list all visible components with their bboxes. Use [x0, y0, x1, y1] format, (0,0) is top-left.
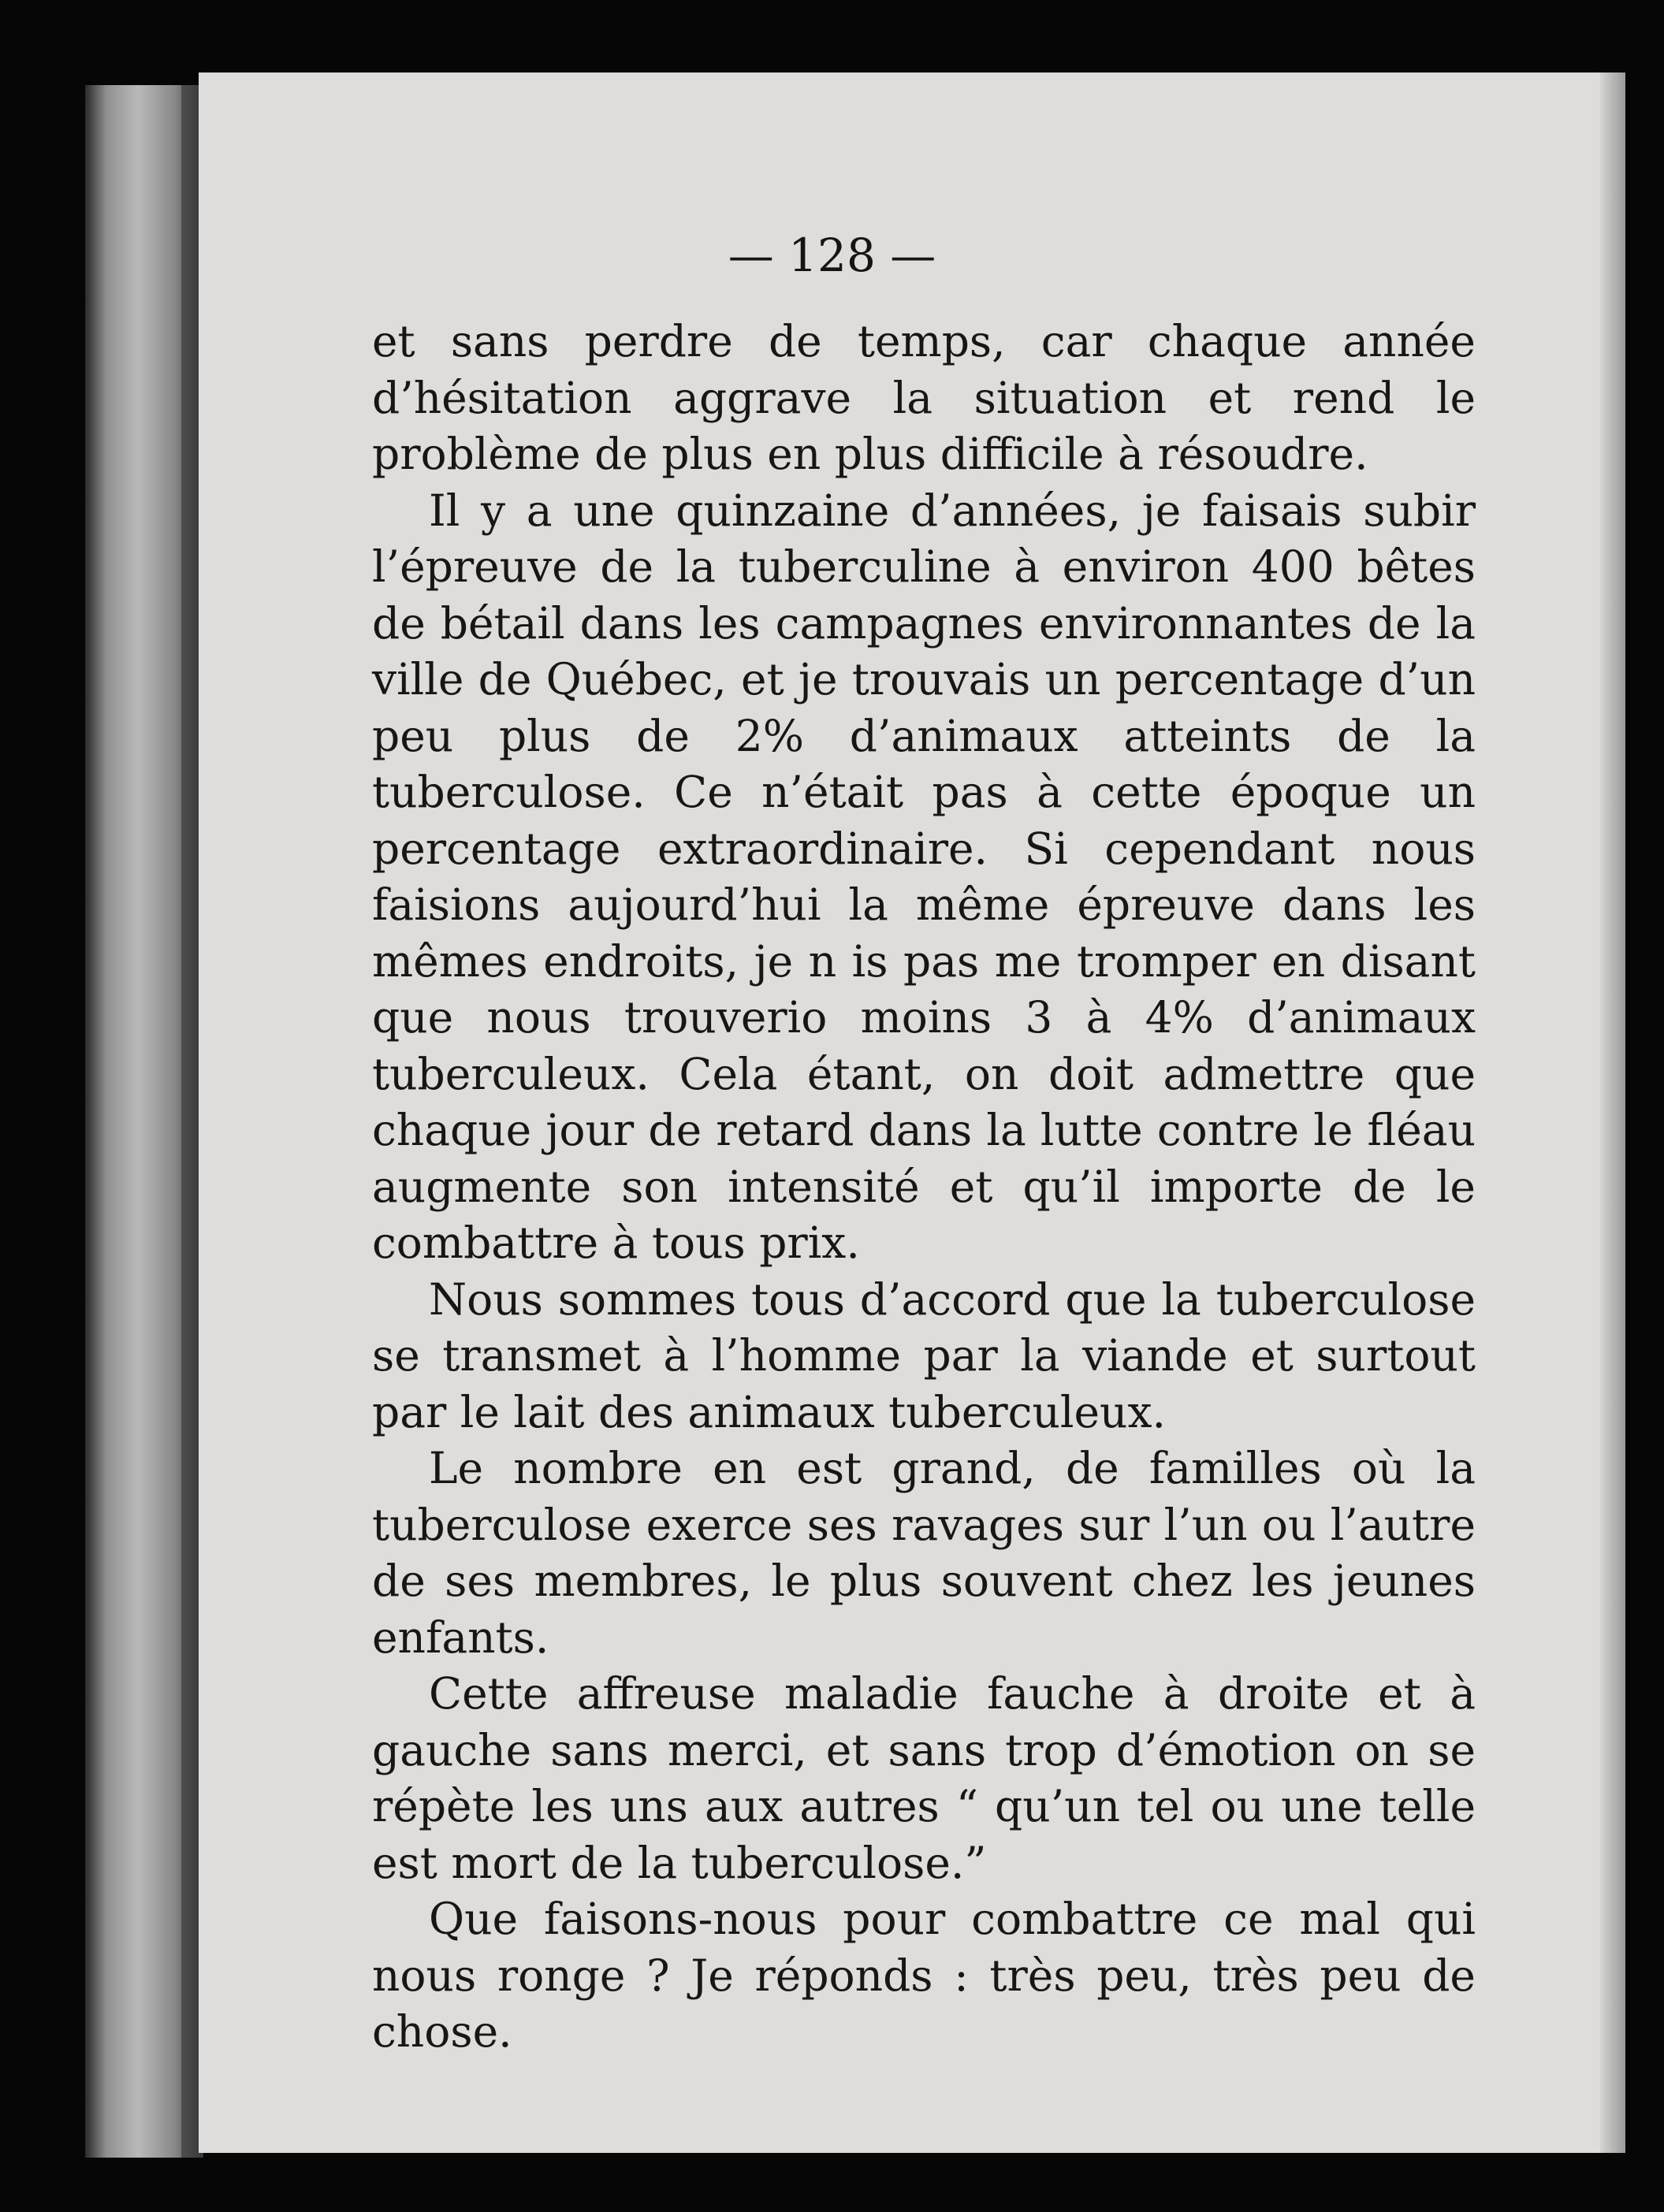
paragraph-2: Il y a une quinzaine d’années, je faisais subir l’épreuve de la tuberculine à environ 400 bêtes de bétail dans les campagnes environnantes de la ville de Québec, et je trouvais un percentage d’un peu plus de 2% d’animaux atteints de la tuberculose. Ce n’était pas à cette époque un percentage extraordinaire. Si cependant nous faisions aujourd’hui la même épreuve dans les mêmes endroits, je n is pas me tromper en disant que nous trouverio moins 3 à 4% d’animaux tuberculeux. Cela étant, on doit admettre que chaque jour de retard dans la lutte contre le fléau augmente son intensité et qu’il importe de le combattre à tous prix.	[372, 485, 1476, 1268]
paragraph-5: Cette affreuse maladie fauche à droite et à gauche sans merci, et sans trop d’émotion on se répète les uns aux autres “ qu’un tel ou une telle est mort de la tuberculose.”	[372, 1668, 1476, 1888]
paragraph-1: et sans perdre de temps, car chaque année d’hésitation aggrave la situation et rend le problème de plus en plus difficile à résoudre.	[372, 316, 1476, 479]
paragraph-3: Nous sommes tous d’accord que la tuberculose se transmet à l’homme par la viande et surtout par le lait des animaux tuberculeux.	[372, 1273, 1476, 1437]
page-edge	[1600, 72, 1625, 2153]
paragraph-6: Que faisons-nous pour combattre ce mal qui nous ronge ? Je réponds : très peu, très peu de chose.	[372, 1894, 1476, 2057]
paragraph-4: Le nombre en est grand, de familles où la tuberculose exerce ses ravages sur l’un ou l’autre de ses membres, le plus souvent chez les jeunes enfants.	[372, 1443, 1476, 1663]
scan-border	[1625, 0, 1664, 2212]
page-number: — 128 —	[728, 229, 936, 282]
page-text	[372, 314, 1476, 2061]
